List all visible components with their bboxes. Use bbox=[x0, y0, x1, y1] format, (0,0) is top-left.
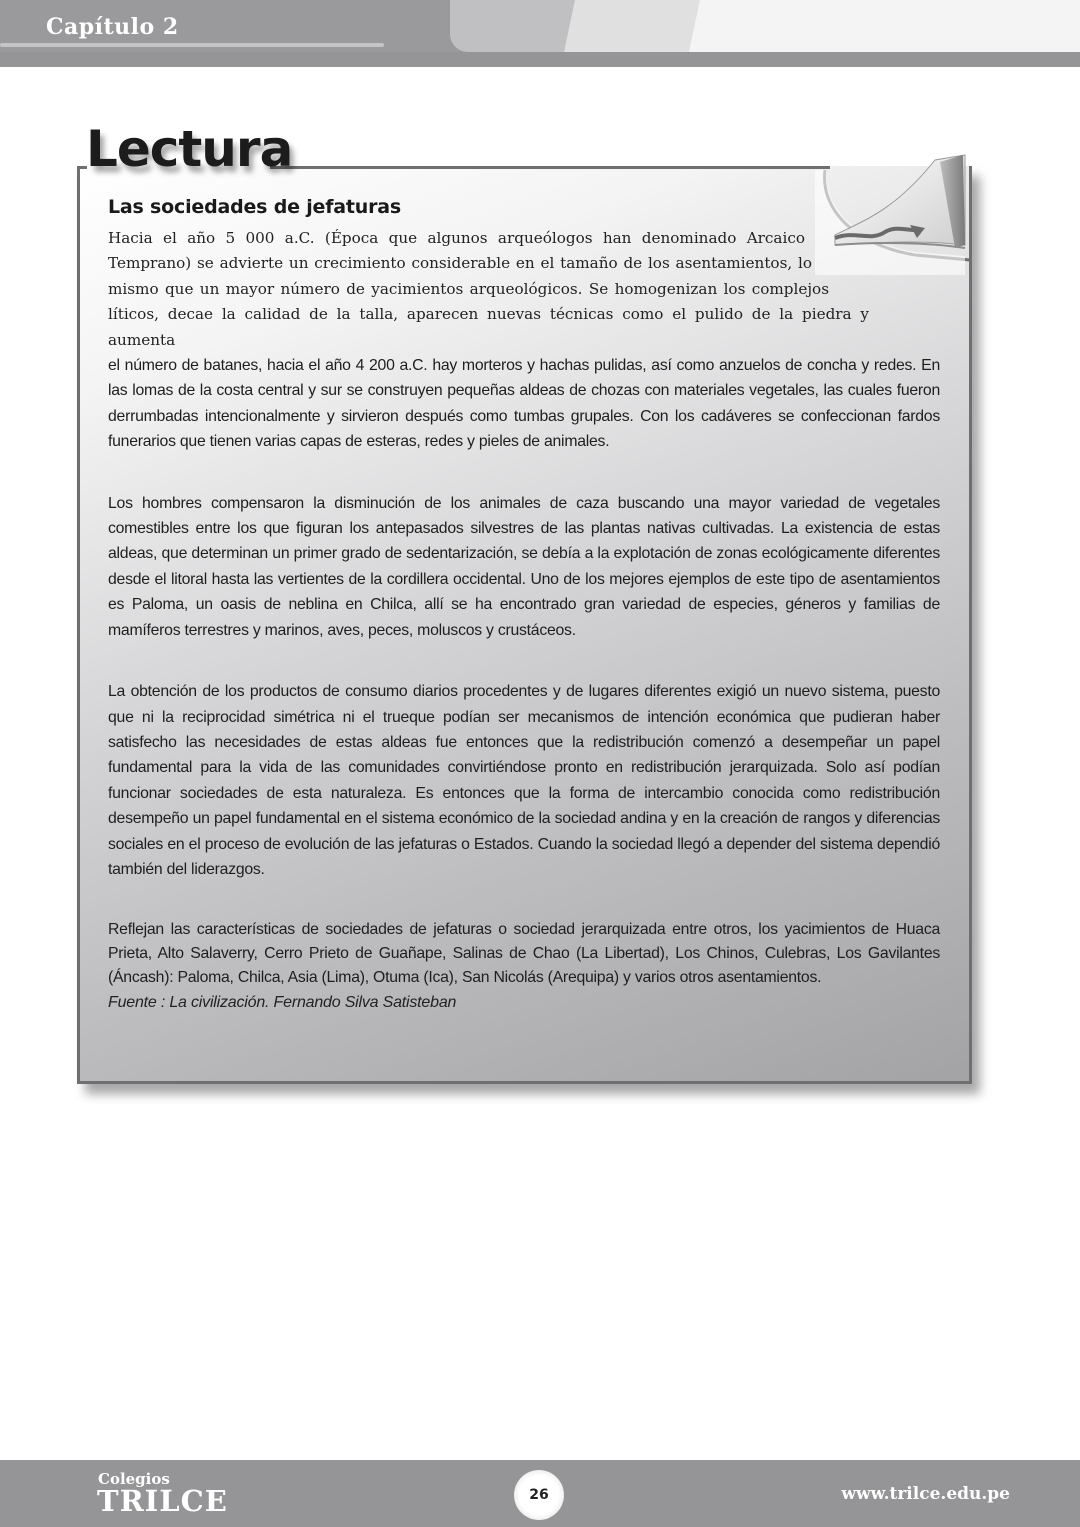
reading-content bbox=[108, 196, 940, 1012]
intro-line: Hacia el año 5 000 a.C. (Época que algunos arqueólogos han denominado Arcaico bbox=[108, 229, 805, 247]
section-label: Lectura bbox=[86, 120, 293, 178]
header-decoration-panel bbox=[689, 0, 1080, 52]
intro-line: líticos, decae la calidad de la talla, aparecen nuevas técnicas como el pulido de la piedra y aumenta bbox=[108, 305, 869, 349]
paragraph-gap bbox=[108, 455, 940, 491]
paragraph-1-body: el número de batanes, hacia el año 4 200 a.C. hay morteros y hachas pulidas, así como anzuelos de concha y redes. En las lomas de la costa central y sur se construyen pequeñas aldeas de chozas con materiales vegetales, las cuales fueron derrumbadas intencionalmente y sirvieron después como tumbas grupales. Con los cadáveres se confeccionan fardos funerarios que tienen varias capas de esteras, redes y pieles de animales. bbox=[108, 357, 940, 451]
paragraph-gap bbox=[108, 882, 940, 918]
paragraph-4: Reflejan las características de sociedades de jefaturas o sociedad jerarquizada entre otros, los yacimientos de Huaca Prieta, Alto Salaverry, Cerro Prieto de Guañape, Salinas de Chao (La Libertad), Los Chinos, Culebras, Los Gavilantes (Áncash): Paloma, Chilca, Asia (Lima), Otuma (Ica), San Nicolás (Arequipa) y varios otros asentamientos. bbox=[108, 921, 940, 987]
page-number-badge: 26 bbox=[514, 1470, 564, 1520]
brand-logo-text: TRILCE bbox=[97, 1484, 228, 1518]
paragraph-1-intro bbox=[108, 226, 940, 353]
intro-line: Temprano) se advierte un crecimiento considerable en el tamaño de los asentamientos, lo bbox=[108, 254, 812, 273]
website-url[interactable]: www.trilce.edu.pe bbox=[841, 1484, 1010, 1504]
chapter-underline bbox=[0, 43, 384, 47]
reading-title: Las sociedades de jefaturas bbox=[108, 196, 402, 218]
box-top-rule bbox=[270, 166, 830, 169]
page-footer bbox=[0, 1460, 1080, 1527]
source-citation: Fuente : La civilización. Fernando Silva Satisteban bbox=[108, 994, 457, 1012]
brand-label-small: Colegios bbox=[98, 1470, 170, 1488]
paragraph-gap bbox=[108, 643, 940, 679]
header-bottom-strip bbox=[0, 52, 1080, 67]
page-header bbox=[0, 0, 1080, 67]
paragraph-2: Los hombres compensaron la disminución de los animales de caza buscando una mayor variedad de vegetales comestibles entre los que figuran los antepasados silvestres de las plantas nativas cultivadas. La existencia de estas aldeas, que determinan un primer grado de sedentarización, se debía a la explotación de zonas ecológicamente diferentes desde el litoral hasta las vertientes de la cordillera occidental. Uno de los mejores ejemplos de este tipo de asentamientos es Paloma, un oasis de neblina en Chilca, allí se ha encontrado gran variedad de especies, géneros y familias de mamíferos terrestres y marinos, aves, peces, moluscos y crustáceos. bbox=[108, 494, 940, 639]
chapter-title: Capítulo 2 bbox=[46, 14, 179, 40]
intro-line: mismo que un mayor número de yacimientos arqueológicos. Se homogenizan los complejos bbox=[108, 279, 829, 298]
paragraph-3: La obtención de los productos de consumo diarios procedentes y de lugares diferentes exigió un nuevo sistema, puesto que ni la reciprocidad simétrica ni el trueque podían ser mecanismos de intención económica que pudieran haber satisfecho las necesidades de estas aldeas fue entonces que la redistribución comenzó a desempeñar un papel fundamental para la vida de las comunidades convirtiéndose pronto en redistribución jerarquizada. Solo así podían funcionar sociedades de esta naturaleza. Es entonces que la forma de intercambio conocida como redistribución desempeño un papel fundamental en el sistema económico de la sociedad andina y en la creación de rangos y diferencias sociales en el proceso de evolución de las jefaturas o Estados. Cuando la sociedad llegó a depender del sistema dependió también del liderazgos. bbox=[108, 683, 940, 878]
